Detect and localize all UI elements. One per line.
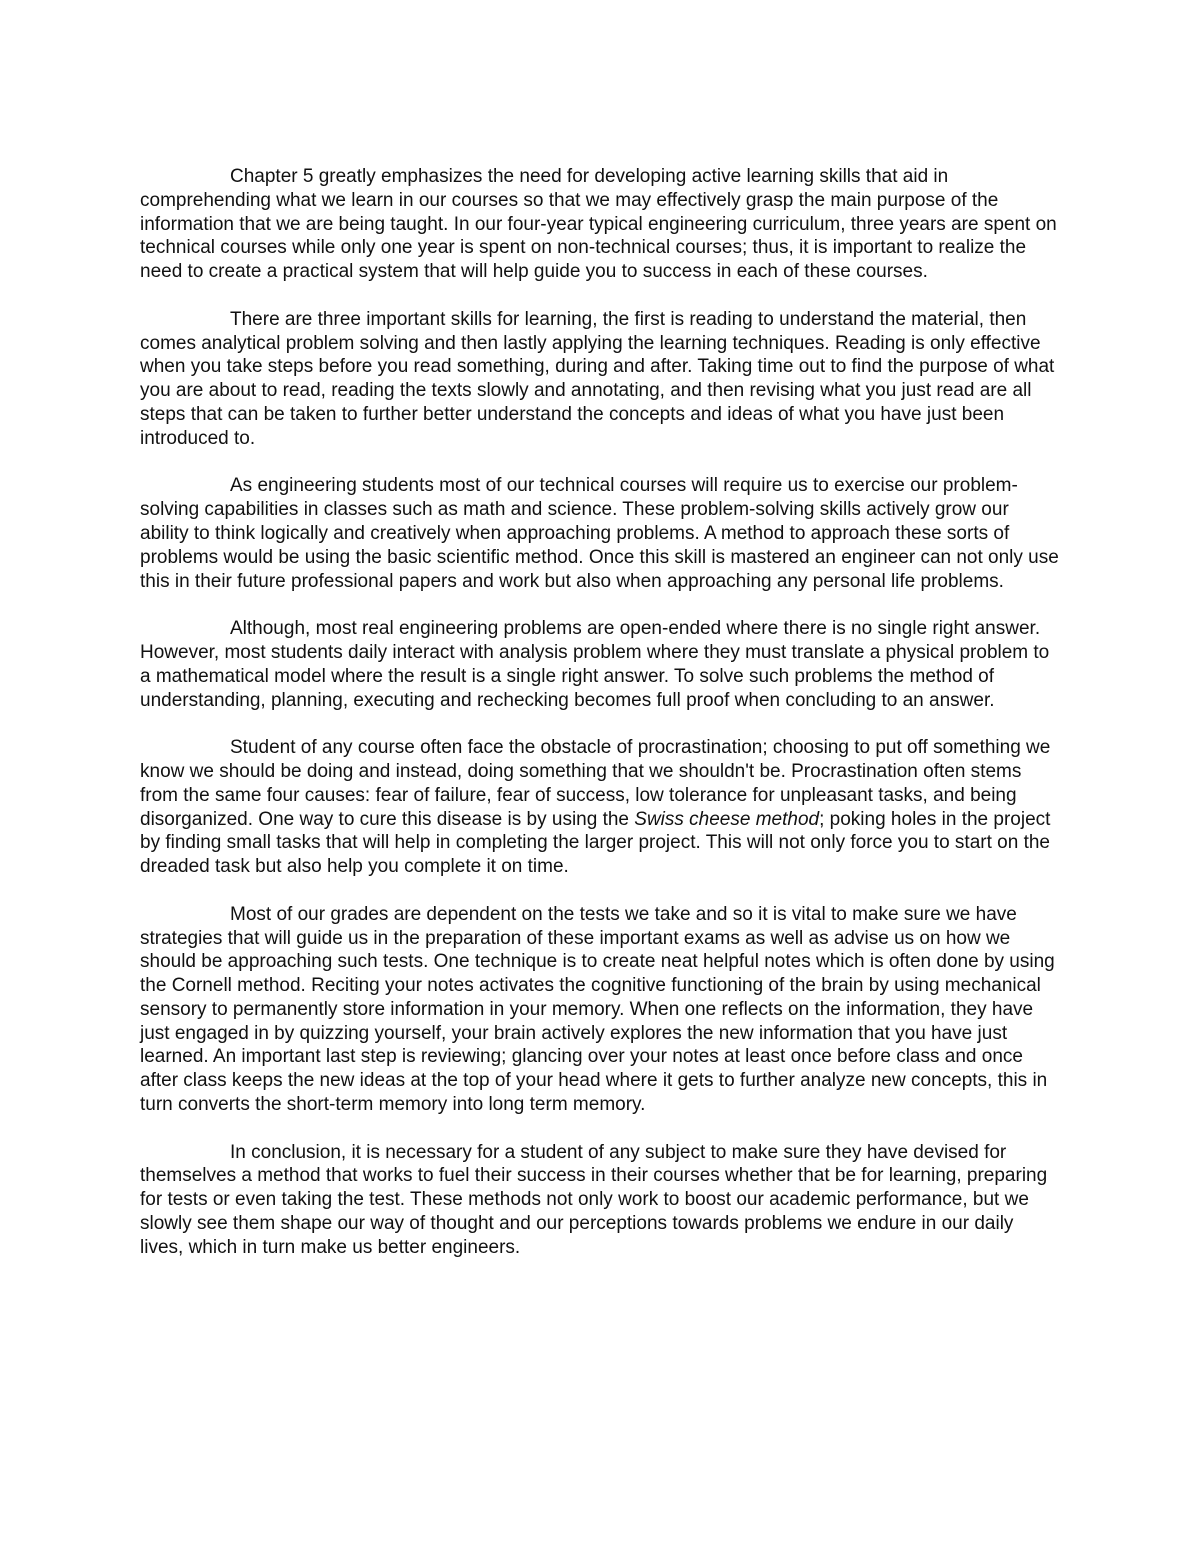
paragraph-2: There are three important skills for learning, the first is reading to understand the material, then comes analytical problem solving and then lastly applying the learning techniques. Reading is only effective when you take steps before you read something, during and after. Taking time out to find the purpose of what you are about to read, reading the texts slowly and annotating, and then revising what you just read are all steps that can be taken to further better understand the concepts and ideas of what you have just been introduced to. (140, 308, 1055, 449)
paragraph-5 (140, 736, 1060, 879)
paragraph-5-italic-term: Swiss cheese method (634, 808, 820, 830)
paragraph-3: As engineering students most of our technical courses will require us to exercise our problem-solving capabilities in classes such as math and science. These problem-solving skills actively grow our ability to think logically and creatively when approaching problems. A method to approach these sorts of problems would be using the basic scientific method. Once this skill is mastered an engineer can not only use this in their future professional papers and work but also when approaching any personal life problems. (140, 475, 1059, 592)
paragraph-1: Chapter 5 greatly emphasizes the need for developing active learning skills that aid in comprehending what we learn in our courses so that we may effectively grasp the main purpose of the information that we are being taught. In our four-year typical engineering curriculum, three years are spent on technical courses while only one year is spent on non-technical courses; thus, it is important to realize the need to create a practical system that will help guide you to success in each of these courses. (140, 166, 1057, 283)
paragraph-7: In conclusion, it is necessary for a student of any subject to make sure they have devised for themselves a method that works to fuel their success in their courses whether that be for learning, preparing for tests or even taking the test. These methods not only work to boost our academic performance, but we slowly see them shape our way of thought and our perceptions towards problems we endure in our daily lives, which in turn make us better engineers. (140, 1141, 1048, 1258)
paragraph-5-text-before: Student of any course often face the obstacle of procrastination; choosing to put off something we know we should be doing and instead, doing something that we shouldn't be. Procrastination often stems from the same four causes: fear of failure, fear of success, low tolerance for unpleasant tasks, and being disorganized. One way to cure this disease is by using the (140, 737, 1051, 830)
paragraph-4: Although, most real engineering problems are open-ended where there is no single right answer. However, most students daily interact with analysis problem where they must translate a physical problem to a mathematical model where the result is a single right answer. To solve such problems the method of understanding, planning, executing and rechecking becomes full proof when concluding to an answer. (140, 618, 1050, 711)
paragraph-6: Most of our grades are dependent on the tests we take and so it is vital to make sure we have strategies that will guide us in the preparation of these important exams as well as advise us on how we should be approaching such tests. One technique is to create neat helpful notes which is often done by using the Cornell method. Reciting your notes activates the cognitive functioning of the brain by using mechanical sensory to permanently store information in your memory. When one reflects on the information, they have just engaged in by quizzing yourself, your brain actively explores the new information that you have just learned. An important last step is reviewing; glancing over your notes at least once before class and once after class keeps the new ideas at the top of your head where it gets to further analyze new concepts, this in turn converts the short-term memory into long term memory. (140, 903, 1055, 1116)
essay-body (140, 165, 1060, 1260)
paragraph-5-text-after: ; poking holes in the project by finding small tasks that will help in completing the larger project. This will not only force you to start on the dreaded task but also help you complete it on time. (140, 808, 1051, 878)
